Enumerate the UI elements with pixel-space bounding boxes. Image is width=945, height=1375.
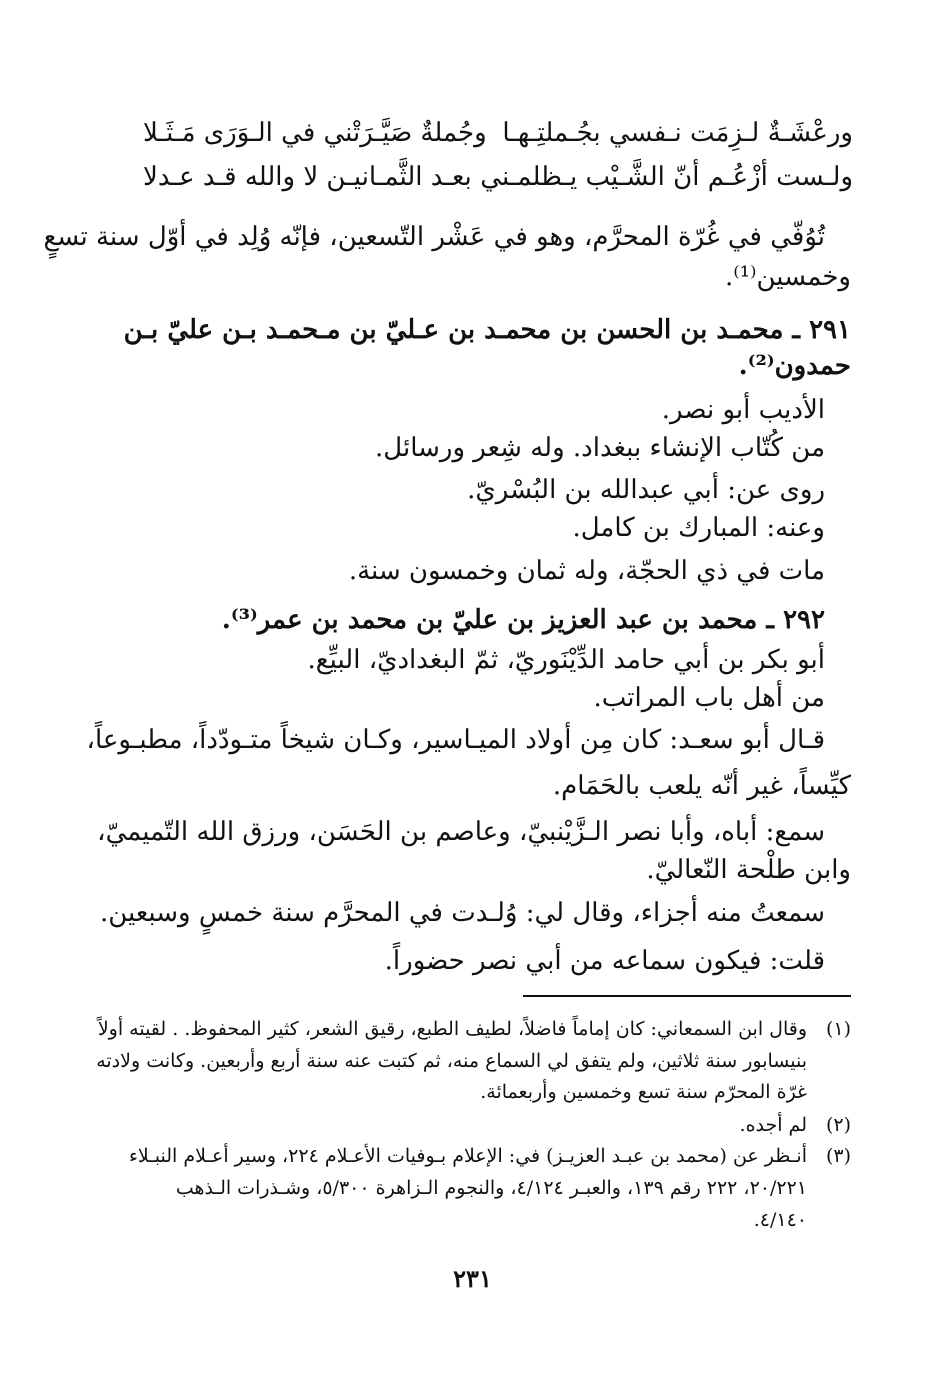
death-paragraph-line-1: تُوُفّي في غُرّة المحرَّم، وهو في عَشْر التّسعين، فإنّه وُلِد في أوّل سنة تسعٍ [43, 222, 825, 252]
footnote-3-line-2: ٢٠/٢٢١، ٢٢٢ رقم ١٣٩، والعبـر ٤/١٢٤، والنجوم الـزاهرة ٥/٣٠٠، وشـذرات الـذهب [175, 1177, 807, 1199]
footnote-1-line-3: غرّة المحرّم سنة تسع وخمسين وأربعمائة. [480, 1081, 807, 1103]
entry-291-line-2: من كُتّاب الإنشاء ببغداد. وله شِعر ورسائل. [375, 433, 825, 463]
poem-line-2-left: بعـد الثَّمـانيـن لا والله قـد عـدلا [143, 162, 472, 192]
footnote-2-number: (٢) [825, 1114, 851, 1136]
entry-292-heading: ٢٩٢ ـ محمد بن عبد العزيز بن عليّ بن محمد بن عمر⁽³⁾. [221, 605, 825, 635]
entry-291-heading-line-1: ٢٩١ ـ محمـد بن الحسن بن محمـد بن عـليّ بن مـحمـد بـن عليّ بـن [123, 315, 851, 345]
poem-line-1-right: ورعْشَـةٌ لـزِمَت نـفسي بجُـملتِـهـا [502, 118, 853, 148]
page-number: ٢٣١ [453, 1264, 492, 1293]
footnote-3-line-1: أنـظر عن (محمد بن عبـد العزيـز) في: الإعلام بـوفيات الأعـلام ٢٢٤، وسير أعـلام النبـلاء [128, 1145, 807, 1167]
entry-292-line-1: أبو بكر بن أبي حامد الدِّيْنَوريّ، ثمّ البغداديّ، البيِّع. [307, 645, 825, 675]
entry-291-heading-line-2: حمدون⁽²⁾. [738, 351, 851, 381]
footnote-separator [523, 995, 851, 997]
entry-292-line-5: سمع: أباه، وأبا نصر الـزَّيْنبيّ، وعاصم بن الحَسَن، ورزق الله التّميميّ، [97, 817, 825, 847]
entry-291-line-3: روى عن: أبي عبدالله بن البُسْريّ. [467, 475, 825, 505]
footnote-2-line-1: لم أجده. [739, 1114, 807, 1136]
footnote-3-line-3: ٤/١٤٠. [753, 1209, 807, 1231]
entry-291-line-5: مات في ذي الحجّة، وله ثمان وخمسون سنة. [348, 556, 825, 586]
footnote-1-line-2: بنيسابور سنة ثلاثين، ولم يتفق لي السماع منه، ثم كتبت عنه سنة أربع وأربعين. وكانت ولادته [96, 1050, 807, 1072]
entry-292-line-6: وابن طلْحة النّعاليّ. [646, 855, 851, 885]
entry-292-line-2: من أهل باب المراتب. [593, 683, 825, 713]
footnote-1-number: (١) [825, 1018, 851, 1040]
entry-291-line-1: الأديب أبو نصر. [661, 395, 825, 425]
entry-291-line-4: وعنه: المبارك بن كامل. [572, 513, 825, 543]
footnote-3-number: (٣) [825, 1145, 851, 1167]
entry-292-line-3: قـال أبو سعـد: كان مِن أولاد الميـاسير، وكـان شيخاً متـودّداً، مطبـوعاً، [86, 725, 825, 755]
death-paragraph-line-2: وخمسين⁽¹⁾. [725, 262, 851, 292]
poem-line-1-left: وجُملةٌ صَيَّـرَتْني في الـوَرَى مَـثَـلا [143, 118, 487, 148]
entry-292-line-8: قلت: فيكون سماعه من أبي نصر حضوراً. [384, 946, 825, 976]
poem-line-2-right: ولـست أزْعُـم أنّ الشَّـيْب يـظلمـني [480, 162, 853, 192]
footnote-1-line-1: وقال ابن السمعاني: كان إماماً فاضلاً، لطيف الطبع، رقيق الشعر، كثير المحفوظ. . لقيته أولاً [97, 1018, 807, 1040]
entry-292-line-7: سمعتُ منه أجزاء، وقال لي: وُلـدت في المحرَّم سنة خمسٍ وسبعين. [99, 898, 825, 928]
entry-292-line-4: كيِّساً، غير أنّه يلعب بالحَمَام. [552, 771, 851, 801]
